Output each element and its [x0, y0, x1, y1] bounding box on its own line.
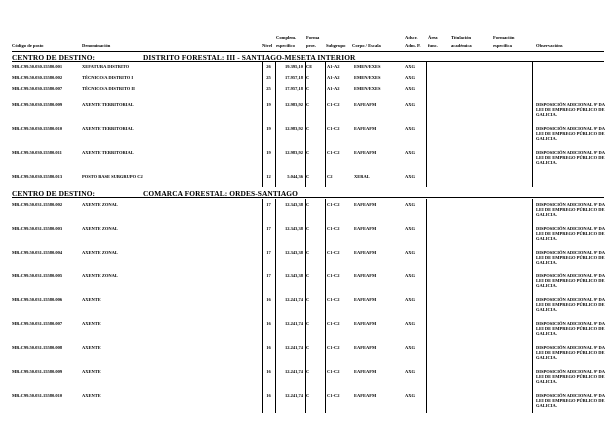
row-nivel: 17: [266, 226, 271, 231]
row-denominacion: POSTO BASE SUBGRUPO C2: [82, 174, 143, 179]
header-forma-1: Forma: [306, 35, 320, 40]
row-nivel: 26: [266, 64, 271, 69]
row-subgrupo: C1-C2: [327, 393, 340, 398]
row-forma-provision: C: [306, 226, 310, 231]
row-adscripcion: AXG: [405, 369, 415, 374]
row-corpo-escala: EAFEAFM: [354, 150, 377, 155]
row-adscripcion: AXG: [405, 226, 415, 231]
row-complemento: 12.343,38: [285, 250, 303, 255]
row-forma-provision: CE: [306, 64, 313, 69]
row-code: MR.C99.50.031.15580.006: [12, 297, 63, 302]
column-divider: [426, 199, 427, 413]
row-subgrupo: C1-C2: [327, 226, 340, 231]
row-corpo-escala: EAFEAFM: [354, 202, 377, 207]
row-observacions: DISPOSICIÓN ADICIONAL 9ª DA LEI DE EMPREGO PÚBLICO DE GALICIA.: [536, 126, 605, 142]
row-forma-provision: C: [306, 102, 310, 107]
row-complemento: 12.983,92: [285, 102, 303, 107]
row-denominacion: XEFATURA DISTRITO: [82, 64, 130, 69]
row-observacions: DISPOSICIÓN ADICIONAL 9ª DA LEI DE EMPREGO PÚBLICO DE GALICIA.: [536, 102, 605, 118]
row-code: MR.C99.50.030.15580.007: [12, 86, 63, 91]
row-forma-provision: C: [306, 345, 310, 350]
row-code: MR.C99.50.030.15580.013: [12, 174, 63, 179]
row-adscripcion: AXG: [405, 102, 415, 107]
row-subgrupo: C1-C2: [327, 297, 340, 302]
section-name: COMARCA FORESTAL: ORDES-SANTIAGO: [143, 189, 298, 198]
column-divider: [325, 62, 326, 187]
row-subgrupo: C1-C2: [327, 345, 340, 350]
row-denominacion: AXENTE TERRITORIAL: [82, 126, 134, 131]
row-observacions: DISPOSICIÓN ADICIONAL 9ª DA LEI DE EMPREGO PÚBLICO DE GALICIA.: [536, 321, 605, 337]
row-forma-provision: C: [306, 273, 310, 278]
row-code: MR.C99.50.030.15580.009: [12, 102, 63, 107]
row-nivel: 19: [266, 126, 271, 131]
row-corpo-escala: XERAL: [354, 174, 370, 179]
row-observacions: DISPOSICIÓN ADICIONAL 9ª DA LEI DE EMPREGO PÚBLICO DE GALICIA.: [536, 202, 605, 218]
row-code: MR.C99.50.031.15580.002: [12, 202, 63, 207]
header-adscr-1: Adscr.: [405, 35, 418, 40]
row-denominacion: AXENTE TERRITORIAL: [82, 102, 134, 107]
column-divider: [262, 62, 263, 187]
row-forma-provision: C: [306, 174, 310, 179]
row-adscripcion: AXG: [405, 202, 415, 207]
row-nivel: 19: [266, 150, 271, 155]
row-subgrupo: C2: [327, 174, 333, 179]
row-subgrupo: C1-C2: [327, 126, 340, 131]
header-titulacion-2: académica: [451, 43, 472, 48]
row-subgrupo: C1-C2: [327, 250, 340, 255]
row-forma-provision: C: [306, 86, 310, 91]
row-corpo-escala: EAFEAFM: [354, 393, 377, 398]
column-divider: [305, 62, 306, 187]
header-codigo: Código de posto: [12, 43, 44, 48]
row-observacions: DISPOSICIÓN ADICIONAL 9ª DA LEI DE EMPREGO PÚBLICO DE GALICIA.: [536, 345, 605, 361]
row-nivel: 17: [266, 250, 271, 255]
section-label: CENTRO DE DESTINO:: [12, 189, 96, 198]
row-denominacion: AXENTE ZONAL: [82, 273, 118, 278]
row-complemento: 12.343,38: [285, 202, 303, 207]
header-complem-2: específico: [276, 43, 295, 48]
row-observacions: DISPOSICIÓN ADICIONAL 9ª DA LEI DE EMPREGO PÚBLICO DE GALICIA.: [536, 250, 605, 266]
header-area-1: Área: [428, 35, 438, 40]
row-adscripcion: AXG: [405, 273, 415, 278]
column-divider: [325, 199, 326, 413]
row-corpo-escala: EAFEAFM: [354, 345, 377, 350]
row-nivel: 25: [266, 86, 271, 91]
row-denominacion: AXENTE: [82, 369, 101, 374]
row-complemento: 17.957,18: [285, 75, 303, 80]
row-code: MR.C99.50.031.15580.003: [12, 226, 63, 231]
row-subgrupo: C1-C2: [327, 102, 340, 107]
row-adscripcion: AXG: [405, 345, 415, 350]
row-corpo-escala: EAFEAFM: [354, 126, 377, 131]
row-subgrupo: C1-C2: [327, 273, 340, 278]
row-subgrupo: C1-C2: [327, 150, 340, 155]
row-adscripcion: AXG: [405, 150, 415, 155]
row-corpo-escala: EMEN/EXES: [354, 86, 381, 91]
row-nivel: 16: [266, 393, 271, 398]
row-code: MR.C99.50.031.15580.007: [12, 321, 63, 326]
row-corpo-escala: EMEN/EXES: [354, 75, 381, 80]
row-adscripcion: AXG: [405, 321, 415, 326]
row-code: MR.C99.50.031.15580.010: [12, 393, 63, 398]
row-adscripcion: AXG: [405, 86, 415, 91]
header-forma-2: prov.: [306, 43, 316, 48]
header-corpo: Corpo / Escala: [352, 43, 381, 48]
row-complemento: 12.983,92: [285, 126, 303, 131]
row-nivel: 19: [266, 102, 271, 107]
row-corpo-escala: EAFEAFM: [354, 321, 377, 326]
row-denominacion: AXENTE: [82, 345, 101, 350]
header-area-2: func.: [428, 43, 438, 48]
row-code: MR.C99.50.030.15580.001: [12, 64, 63, 69]
row-subgrupo: A1-A2: [327, 86, 340, 91]
row-complemento: 12.983,92: [285, 150, 303, 155]
row-corpo-escala: EAFEAFM: [354, 226, 377, 231]
header-observacions: Observacións: [536, 43, 563, 48]
row-nivel: 16: [266, 297, 271, 302]
row-forma-provision: C: [306, 369, 310, 374]
row-complemento: 12.241,74: [285, 345, 303, 350]
section-name: DISTRITO FORESTAL: III - SANTIAGO-MESETA INTERIOR: [143, 53, 356, 62]
row-complemento: 12.343,38: [285, 226, 303, 231]
header-formacion-2: específica: [493, 43, 512, 48]
row-code: MR.C99.50.031.15580.005: [12, 273, 63, 278]
row-code: MR.C99.50.031.15580.004: [12, 250, 63, 255]
row-corpo-escala: EAFEAFM: [354, 102, 377, 107]
row-adscripcion: AXG: [405, 250, 415, 255]
row-denominacion: AXENTE: [82, 393, 101, 398]
row-nivel: 25: [266, 75, 271, 80]
row-corpo-escala: EAFEAFM: [354, 250, 377, 255]
row-adscripcion: AXG: [405, 393, 415, 398]
row-subgrupo: C1-C2: [327, 321, 340, 326]
row-complemento: 5.044,36: [287, 174, 303, 179]
row-adscripcion: AXG: [405, 75, 415, 80]
row-complemento: 12.241,74: [285, 369, 303, 374]
row-observacions: DISPOSICIÓN ADICIONAL 9ª DA LEI DE EMPREGO PÚBLICO DE GALICIA.: [536, 273, 605, 289]
row-corpo-escala: EMEN/EXES: [354, 64, 381, 69]
header-adscr-2: Adm. P.: [405, 43, 421, 48]
row-observacions: DISPOSICIÓN ADICIONAL 9ª DA LEI DE EMPREGO PÚBLICO DE GALICIA.: [536, 369, 605, 385]
row-forma-provision: C: [306, 75, 310, 80]
row-observacions: DISPOSICIÓN ADICIONAL 9ª DA LEI DE EMPREGO PÚBLICO DE GALICIA.: [536, 393, 605, 409]
row-subgrupo: C1-C2: [327, 202, 340, 207]
row-forma-provision: C: [306, 321, 310, 326]
row-code: MR.C99.50.030.15580.011: [12, 150, 62, 155]
row-code: MR.C99.50.031.15580.009: [12, 369, 63, 374]
row-forma-provision: C: [306, 126, 310, 131]
header-formacion-1: Formación: [493, 35, 515, 40]
row-observacions: DISPOSICIÓN ADICIONAL 9ª DA LEI DE EMPREGO PÚBLICO DE GALICIA.: [536, 150, 605, 166]
header-subgrupo: Subgrupo: [326, 43, 346, 48]
row-complemento: 17.957,18: [285, 86, 303, 91]
row-denominacion: AXENTE: [82, 321, 101, 326]
row-complemento: 12.241,74: [285, 321, 303, 326]
row-nivel: 16: [266, 321, 271, 326]
row-subgrupo: C1-C2: [327, 369, 340, 374]
row-denominacion: AXENTE TERRITORIAL: [82, 150, 134, 155]
row-observacions: DISPOSICIÓN ADICIONAL 9ª DA LEI DE EMPREGO PÚBLICO DE GALICIA.: [536, 297, 605, 313]
row-nivel: 12: [266, 174, 271, 179]
row-complemento: 19.395,10: [285, 64, 303, 69]
row-observacions: DISPOSICIÓN ADICIONAL 9ª DA LEI DE EMPREGO PÚBLICO DE GALICIA.: [536, 226, 605, 242]
row-corpo-escala: EAFEAFM: [354, 369, 377, 374]
row-complemento: 12.241,74: [285, 393, 303, 398]
section-label: CENTRO DE DESTINO:: [12, 53, 96, 62]
row-denominacion: AXENTE ZONAL: [82, 202, 118, 207]
row-adscripcion: AXG: [405, 64, 415, 69]
row-corpo-escala: EAFEAFM: [354, 273, 377, 278]
row-adscripcion: AXG: [405, 126, 415, 131]
row-forma-provision: C: [306, 393, 310, 398]
row-forma-provision: C: [306, 150, 310, 155]
section-rule: [12, 61, 604, 62]
column-divider: [532, 62, 533, 187]
row-nivel: 17: [266, 202, 271, 207]
row-denominacion: AXENTE: [82, 297, 101, 302]
section-rule: [12, 197, 604, 198]
column-divider: [275, 62, 276, 187]
column-divider: [426, 62, 427, 187]
row-adscripcion: AXG: [405, 174, 415, 179]
row-complemento: 12.343,38: [285, 273, 303, 278]
header-complem-1: Complem.: [276, 35, 297, 40]
header-nivel: Nivel: [262, 43, 273, 48]
row-code: MR.C99.50.030.15580.002: [12, 75, 63, 80]
row-complemento: 12.241,74: [285, 297, 303, 302]
row-denominacion: AXENTE ZONAL: [82, 250, 118, 255]
header-titulacion-1: Titulación: [451, 35, 472, 40]
row-subgrupo: A1-A2: [327, 64, 340, 69]
row-forma-provision: C: [306, 250, 310, 255]
row-code: MR.C99.50.030.15580.010: [12, 126, 63, 131]
row-denominacion: TÉCNICO/A DISTRITO II: [82, 86, 135, 91]
row-forma-provision: C: [306, 297, 310, 302]
column-divider: [532, 199, 533, 413]
header-rule: [12, 51, 604, 52]
row-forma-provision: C: [306, 202, 310, 207]
row-denominacion: AXENTE ZONAL: [82, 226, 118, 231]
row-subgrupo: A1-A2: [327, 75, 340, 80]
header-denominacion: Denominación: [82, 43, 111, 48]
row-corpo-escala: EAFEAFM: [354, 297, 377, 302]
row-nivel: 16: [266, 369, 271, 374]
row-nivel: 16: [266, 345, 271, 350]
row-denominacion: TÉCNICO/A DISTRITO I: [82, 75, 134, 80]
row-nivel: 17: [266, 273, 271, 278]
row-code: MR.C99.50.031.15580.008: [12, 345, 63, 350]
row-adscripcion: AXG: [405, 297, 415, 302]
